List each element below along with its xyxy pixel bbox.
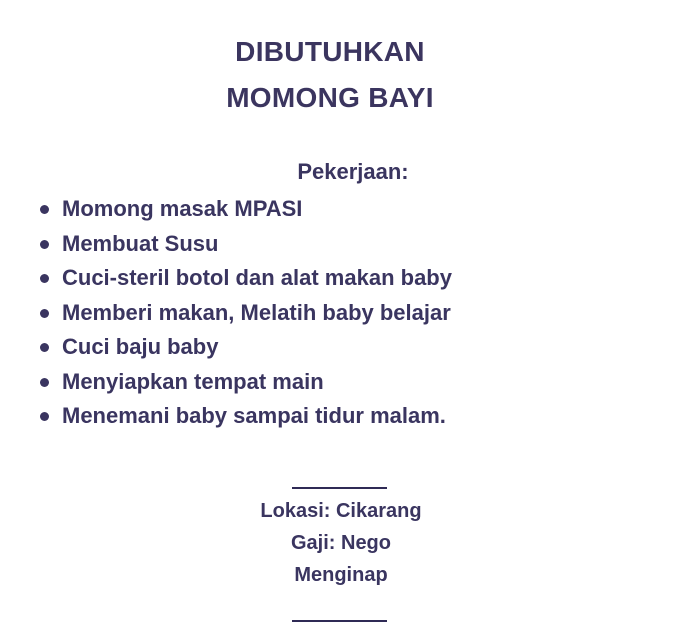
list-item xyxy=(40,332,452,367)
list-item xyxy=(40,263,452,298)
bullet-icon xyxy=(40,240,49,249)
bullet-icon xyxy=(40,412,49,421)
task-list xyxy=(40,194,452,436)
tasks-heading: Pekerjaan: xyxy=(297,159,409,184)
task-label: Menyiapkan tempat main xyxy=(62,368,324,394)
location-text: Lokasi: Cikarang xyxy=(260,500,422,522)
list-item xyxy=(40,229,452,264)
page-title-line-2: MOMONG BAYI xyxy=(226,82,434,113)
list-item xyxy=(40,194,452,229)
task-label: Menemani baby sampai tidur malam. xyxy=(62,403,446,428)
accommodation-text: Menginap xyxy=(294,564,388,586)
bullet-icon xyxy=(40,309,49,318)
salary-text: Gaji: Nego xyxy=(290,532,391,554)
bullet-icon xyxy=(40,378,49,387)
task-label: Memberi makan, Melatih baby belajar xyxy=(62,299,451,325)
task-label: Membuat Susu xyxy=(62,230,219,256)
list-item xyxy=(40,367,452,402)
list-item xyxy=(40,401,452,436)
list-item xyxy=(40,298,452,333)
task-label: Momong masak MPASI xyxy=(62,196,303,221)
page-title-line-1: DIBUTUHKAN xyxy=(235,36,425,67)
bullet-icon xyxy=(40,274,49,283)
divider-top xyxy=(292,487,387,489)
divider-bottom xyxy=(292,620,387,622)
bullet-icon xyxy=(40,343,49,352)
task-label: Cuci baju baby xyxy=(62,334,219,359)
bullet-icon xyxy=(40,205,49,214)
task-label: Cuci-steril botol dan alat makan baby xyxy=(62,265,452,290)
